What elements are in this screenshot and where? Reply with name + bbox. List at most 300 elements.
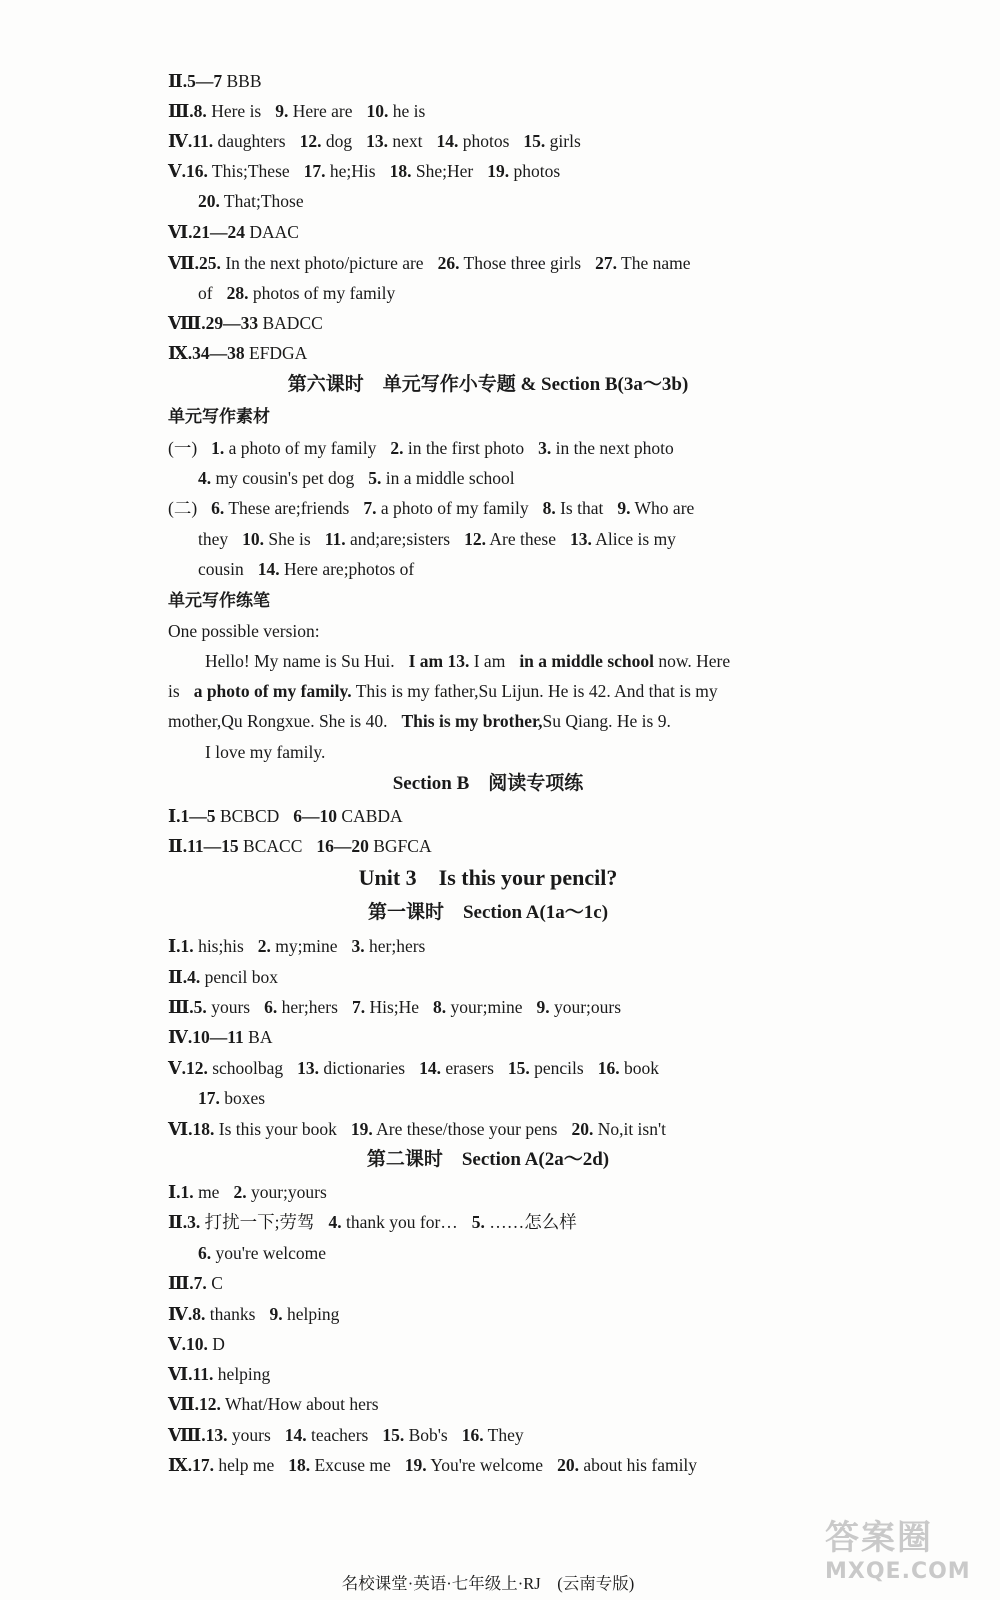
answer-number: 5. (471, 1212, 485, 1232)
answer-number: Ⅴ.12. (168, 1058, 208, 1078)
answer-text: Bob's (404, 1425, 448, 1445)
answer-number: 3. (351, 936, 365, 956)
lesson1-title: 第一课时 Section A(1a～1c) (367, 902, 609, 923)
lesson1-line (168, 996, 968, 1018)
answer-text: next (387, 131, 423, 151)
answer-number: 16. (597, 1058, 620, 1078)
answer-segment (198, 558, 244, 580)
answer-segment (570, 528, 676, 550)
answer-text: Alice is my (591, 529, 676, 549)
answer-text: helping (213, 1364, 271, 1384)
answer-number: 15. (382, 1425, 405, 1445)
answer-number: 26. (437, 253, 460, 273)
answer-line (168, 130, 968, 152)
answer-text: No,it isn't (593, 1119, 666, 1139)
answer-segment (366, 130, 422, 152)
answer-number: 4. (328, 1212, 342, 1232)
answer-text: he;His (325, 161, 376, 181)
answer-number: Ⅲ.8. (168, 101, 207, 121)
answer-text: mother,Qu Rongxue. She is 40. (168, 711, 388, 731)
answer-text: This is my father,Su Lijun. He is 42. And that is my (351, 681, 718, 701)
answer-segment (168, 1424, 271, 1446)
lesson1-line (168, 1118, 968, 1140)
answer-segment (462, 1424, 524, 1446)
answer-number: 4. (198, 468, 212, 488)
answer-number: 10. (242, 529, 265, 549)
answer-text: These are;friends (224, 498, 350, 518)
answer-segment (168, 1333, 225, 1355)
lesson2-line (168, 1424, 968, 1446)
answer-segment (409, 650, 506, 672)
answer-number: Ⅶ.25. (168, 253, 221, 273)
answer-text: CABDA (337, 806, 403, 826)
answer-segment (269, 1303, 339, 1325)
answer-segment (168, 1303, 255, 1325)
answer-segment (168, 252, 424, 274)
answer-segment (168, 1454, 274, 1476)
answer-segment (168, 312, 323, 334)
answer-segment (168, 680, 180, 702)
answer-text: about his family (578, 1455, 698, 1475)
answer-segment (275, 100, 352, 122)
answer-number: Ⅴ.10. (168, 1334, 208, 1354)
material-line (198, 558, 998, 580)
answer-segment (168, 1211, 315, 1233)
answer-segment (419, 1057, 494, 1079)
answer-text: His;He (365, 997, 420, 1017)
answer-number: 14. (436, 131, 459, 151)
answer-text: schoolbag (207, 1058, 284, 1078)
answer-number: a photo of my family. (193, 681, 352, 701)
answer-number: 15. (523, 131, 546, 151)
answer-text: In the next photo/picture are (220, 253, 424, 273)
page-footer: 名校课堂·英语·七年级上·RJ (云南专版) (341, 1574, 635, 1593)
answer-number: 17. (303, 161, 326, 181)
essay-line (205, 650, 1000, 672)
answer-segment (538, 437, 674, 459)
answer-line (198, 190, 998, 212)
answer-number: 20. (557, 1455, 579, 1475)
answer-segment (258, 558, 414, 580)
answer-text: helping (282, 1304, 340, 1324)
answer-text: photos (458, 131, 510, 151)
answer-segment (168, 1363, 270, 1385)
answer-text: erasers (440, 1058, 494, 1078)
answer-segment (351, 1118, 558, 1140)
answer-number: Ⅸ.17. (168, 1455, 214, 1475)
answer-segment (390, 160, 474, 182)
answer-number: Ⅵ.21—24 (168, 222, 245, 242)
answer-text: That;Those (219, 191, 304, 211)
answer-text: I love my family. (205, 742, 326, 762)
answer-text: thanks (205, 1304, 256, 1324)
answer-number: 13. (297, 1058, 320, 1078)
answer-segment (536, 996, 621, 1018)
answer-number: 12. (299, 131, 322, 151)
answer-number: 13. (569, 529, 592, 549)
answer-number: 14. (257, 559, 280, 579)
answer-segment (198, 282, 213, 304)
material-line (198, 528, 998, 550)
answer-segment (352, 996, 419, 1018)
answer-segment (617, 497, 694, 519)
answer-number: Ⅶ.12. (168, 1394, 221, 1414)
answer-text: my;mine (270, 936, 338, 956)
answer-text: daughters (213, 131, 286, 151)
answer-number: 19. (350, 1119, 373, 1139)
answer-number: I am 13. (408, 651, 470, 671)
answer-text: They (483, 1425, 524, 1445)
answer-segment (367, 100, 426, 122)
answer-number: 9. (617, 498, 631, 518)
answer-text: BADCC (258, 313, 323, 333)
answer-number: Ⅲ.5. (168, 997, 207, 1017)
answer-segment (557, 1454, 697, 1476)
material-line (168, 437, 968, 459)
answer-number: 11. (324, 529, 346, 549)
answer-segment (194, 680, 718, 702)
answer-text: This;These (207, 161, 290, 181)
answer-line (168, 342, 968, 364)
answer-segment (595, 252, 690, 274)
answer-segment (168, 710, 388, 732)
answer-text: BA (243, 1027, 273, 1047)
answer-text: Those three girls (459, 253, 582, 273)
answer-segment (288, 1454, 391, 1476)
answer-line (168, 252, 968, 274)
lesson2-line (168, 1181, 968, 1203)
answer-number: Ⅳ.10—11 (168, 1027, 244, 1047)
answer-segment (168, 497, 197, 519)
answer-segment (368, 467, 514, 489)
answer-segment (211, 497, 349, 519)
answer-segment (438, 252, 582, 274)
answer-text: Hello! My name is Su Hui. (205, 651, 395, 671)
answer-segment (198, 467, 354, 489)
answer-segment (168, 835, 302, 857)
answer-segment (168, 805, 279, 827)
answer-number: 14. (419, 1058, 441, 1078)
answer-text: photos of my family (248, 283, 396, 303)
answer-number: Ⅷ.13. (168, 1425, 228, 1445)
answer-segment (433, 996, 522, 1018)
lesson2-line (168, 1333, 968, 1355)
answer-segment (285, 1424, 369, 1446)
answer-segment (402, 710, 671, 732)
answer-text: in a middle school (381, 468, 515, 488)
answer-text: in the first photo (403, 438, 525, 458)
answer-text: her;hers (277, 997, 338, 1017)
answer-line (168, 100, 968, 122)
answer-text: a photo of my family (224, 438, 377, 458)
answer-segment (168, 935, 244, 957)
answer-segment (233, 1181, 326, 1203)
lesson2-line (168, 1363, 968, 1385)
answer-segment (168, 342, 307, 364)
answer-segment (168, 160, 290, 182)
answer-segment (198, 190, 304, 212)
answer-text: me (193, 1182, 220, 1202)
answer-segment (523, 130, 580, 152)
answer-line (168, 70, 968, 92)
answer-text: you're welcome (211, 1243, 327, 1263)
answer-text: dictionaries (319, 1058, 406, 1078)
answer-text: BGFCA (368, 836, 432, 856)
answer-segment (472, 1211, 577, 1233)
answer-segment (543, 497, 604, 519)
answer-number: 3. (538, 438, 552, 458)
answer-text: What/How about hers (220, 1394, 379, 1414)
answer-number: 28. (226, 283, 249, 303)
answer-number: 7. (351, 997, 366, 1017)
answer-number: 8. (542, 498, 556, 518)
answer-number: 12. (464, 529, 486, 549)
answer-number: Ⅲ.7. (168, 1273, 207, 1293)
answer-segment (242, 528, 311, 550)
lesson2-line (198, 1242, 998, 1264)
answer-text: Are these (485, 529, 556, 549)
answer-segment (205, 741, 325, 763)
answer-text: dog (321, 131, 353, 151)
answer-segment (519, 650, 730, 672)
answer-segment (405, 1454, 543, 1476)
answer-number: Ⅴ.16. (168, 161, 208, 181)
answer-segment (571, 1118, 666, 1140)
answer-number: Ⅳ.8. (168, 1304, 206, 1324)
answer-number: 9. (269, 1304, 283, 1324)
answer-number: 6. (198, 1243, 212, 1263)
answer-number: Ⅵ.11. (168, 1364, 214, 1384)
answer-number: 19. (487, 161, 510, 181)
lesson2-title: 第二课时 Section A(2a～2d) (366, 1149, 610, 1170)
answer-text: book (619, 1058, 659, 1078)
lesson1-line (168, 935, 968, 957)
answer-text: She is (264, 529, 311, 549)
answer-text: of (198, 283, 213, 303)
answer-segment (227, 282, 396, 304)
answer-number: 10. (366, 101, 389, 121)
answer-segment (300, 130, 353, 152)
answer-text: is (168, 681, 180, 701)
reading-line (168, 835, 968, 857)
lesson1-line (168, 1026, 968, 1048)
answer-segment (168, 1057, 283, 1079)
answer-text: (一) (168, 438, 198, 458)
answer-text: photos (509, 161, 561, 181)
answer-segment (168, 70, 262, 92)
answer-segment (211, 437, 376, 459)
essay-line (168, 710, 968, 732)
reading-line (168, 805, 968, 827)
answer-number: Ⅰ.1. (168, 1182, 194, 1202)
answer-text: help me (213, 1455, 275, 1475)
answer-number: 6—10 (293, 806, 338, 826)
answer-segment (168, 996, 250, 1018)
answer-line (198, 282, 998, 304)
writing-practice-heading: 单元写作练笔 (168, 591, 270, 610)
material-line (198, 467, 998, 489)
lesson2-line (168, 1272, 968, 1294)
answer-text: pencil box (200, 967, 279, 987)
answer-segment (390, 437, 524, 459)
answer-number: Ⅱ.4. (168, 967, 201, 987)
answer-segment (382, 1424, 447, 1446)
answer-text: teachers (306, 1425, 369, 1445)
answer-number: 6. (264, 997, 278, 1017)
answer-text: a photo of my family (376, 498, 529, 518)
answer-number: 2. (257, 936, 271, 956)
answer-segment (168, 100, 261, 122)
answer-segment (598, 1057, 659, 1079)
answer-segment (168, 966, 278, 988)
answer-text: Su Qiang. He is 9. (542, 711, 671, 731)
essay-line (168, 680, 968, 702)
answer-number: 14. (284, 1425, 307, 1445)
answer-segment (168, 1272, 223, 1294)
answer-text: and;are;sisters (345, 529, 451, 549)
lesson2-line (168, 1393, 968, 1415)
answer-segment (436, 130, 509, 152)
answer-text: BBB (222, 71, 262, 91)
answer-segment (352, 935, 426, 957)
answer-number: 13. (366, 131, 388, 151)
answer-number: 18. (389, 161, 412, 181)
answer-text: now. Here (654, 651, 731, 671)
answer-segment (205, 650, 395, 672)
answer-number: Ⅱ.3. (168, 1212, 201, 1232)
lesson6-title: 第六课时 单元写作小专题 & Section B(3a～3b) (287, 374, 689, 395)
answer-segment (168, 1118, 337, 1140)
answer-number: 5. (368, 468, 382, 488)
reading-title: Section B 阅读专项练 (392, 773, 584, 794)
answer-text: Excuse me (310, 1455, 391, 1475)
answer-segment (264, 996, 338, 1018)
answer-text: girls (545, 131, 581, 151)
answer-segment (168, 221, 299, 243)
answer-text: She;Her (411, 161, 474, 181)
answer-text: Who are (630, 498, 695, 518)
answer-segment (198, 528, 228, 550)
answer-text: Here are (288, 101, 353, 121)
answer-text: he is (388, 101, 426, 121)
answer-line (168, 160, 968, 182)
answer-segment (363, 497, 528, 519)
answer-number: 17. (198, 1088, 220, 1108)
answer-segment (168, 437, 197, 459)
answer-segment (293, 805, 402, 827)
answer-number: 1. (211, 438, 225, 458)
answer-number: 20. (198, 191, 220, 211)
answer-text: C (206, 1273, 223, 1293)
answer-text: thank you for… (341, 1212, 458, 1232)
answer-number: 2. (390, 438, 404, 458)
answer-number: 9. (275, 101, 289, 121)
answer-text: BCACC (238, 836, 303, 856)
answer-number: Ⅰ.1—5 (168, 806, 216, 826)
answer-text: your;ours (549, 997, 622, 1017)
answer-number: This is my brother, (401, 711, 543, 731)
answer-segment (297, 1057, 405, 1079)
answer-number: Ⅸ.34—38 (168, 343, 245, 363)
watermark-bottom: MXQE.COM (825, 1559, 971, 1584)
answer-number: 8. (433, 997, 447, 1017)
answer-number: Ⅷ.29—33 (168, 313, 259, 333)
answer-text: ……怎么样 (484, 1212, 577, 1232)
answer-number: Ⅱ.11—15 (168, 836, 239, 856)
answer-number: Ⅳ.11. (168, 131, 214, 151)
answer-segment (487, 160, 560, 182)
answer-text: in the next photo (551, 438, 674, 458)
lesson2-line (168, 1211, 968, 1233)
answer-number: 16—20 (316, 836, 369, 856)
answer-number: 2. (233, 1182, 247, 1202)
possible-version-label: One possible version: (168, 621, 320, 641)
answer-segment (168, 1393, 379, 1415)
answer-segment (198, 1087, 265, 1109)
answer-text: D (207, 1334, 225, 1354)
answer-number: 16. (461, 1425, 484, 1445)
material-line (168, 497, 968, 519)
answer-text: (二) (168, 498, 198, 518)
answer-text: yours (227, 1425, 271, 1445)
answer-number: 6. (211, 498, 225, 518)
answer-text: You're welcome (426, 1455, 544, 1475)
answer-text: The name (617, 253, 691, 273)
lesson1-line (198, 1087, 998, 1109)
answer-segment (198, 1242, 326, 1264)
writing-material-heading: 单元写作素材 (168, 407, 270, 426)
answer-number: 19. (404, 1455, 427, 1475)
answer-number: 15. (507, 1058, 530, 1078)
answer-number: 27. (595, 253, 617, 273)
answer-segment (464, 528, 556, 550)
answer-number: in a middle school (519, 651, 654, 671)
answer-text: boxes (219, 1088, 266, 1108)
answer-text: your;yours (246, 1182, 327, 1202)
answer-line (168, 312, 968, 334)
watermark-top: 答案圈 (825, 1518, 933, 1558)
lesson1-line (168, 966, 968, 988)
answer-text: your;mine (446, 997, 523, 1017)
answer-segment (168, 130, 286, 152)
answer-text: Here are;photos of (279, 559, 415, 579)
watermark-logo (825, 1510, 985, 1595)
answer-text: my cousin's pet dog (211, 468, 355, 488)
answer-segment (168, 1026, 272, 1048)
answer-number: Ⅱ.5—7 (168, 71, 223, 91)
answer-text: DAAC (245, 222, 299, 242)
answer-number: 9. (536, 997, 550, 1017)
answer-number: 7. (363, 498, 377, 518)
answer-text: yours (206, 997, 251, 1017)
unit-title: Unit 3 Is this your pencil? (358, 865, 618, 890)
lesson2-line (168, 1454, 968, 1476)
answer-segment (258, 935, 338, 957)
essay-line (205, 741, 1000, 763)
answer-text: they (198, 529, 229, 549)
answer-text: EFDGA (244, 343, 308, 363)
answer-segment (508, 1057, 584, 1079)
answer-text: pencils (529, 1058, 584, 1078)
answer-text: cousin (198, 559, 244, 579)
answer-segment (304, 160, 376, 182)
answer-text: I am (469, 651, 506, 671)
answer-text: his;his (193, 936, 244, 956)
answer-text: Here is (206, 101, 262, 121)
answer-text: BCBCD (215, 806, 280, 826)
answer-segment (325, 528, 450, 550)
answer-text: her;hers (364, 936, 426, 956)
